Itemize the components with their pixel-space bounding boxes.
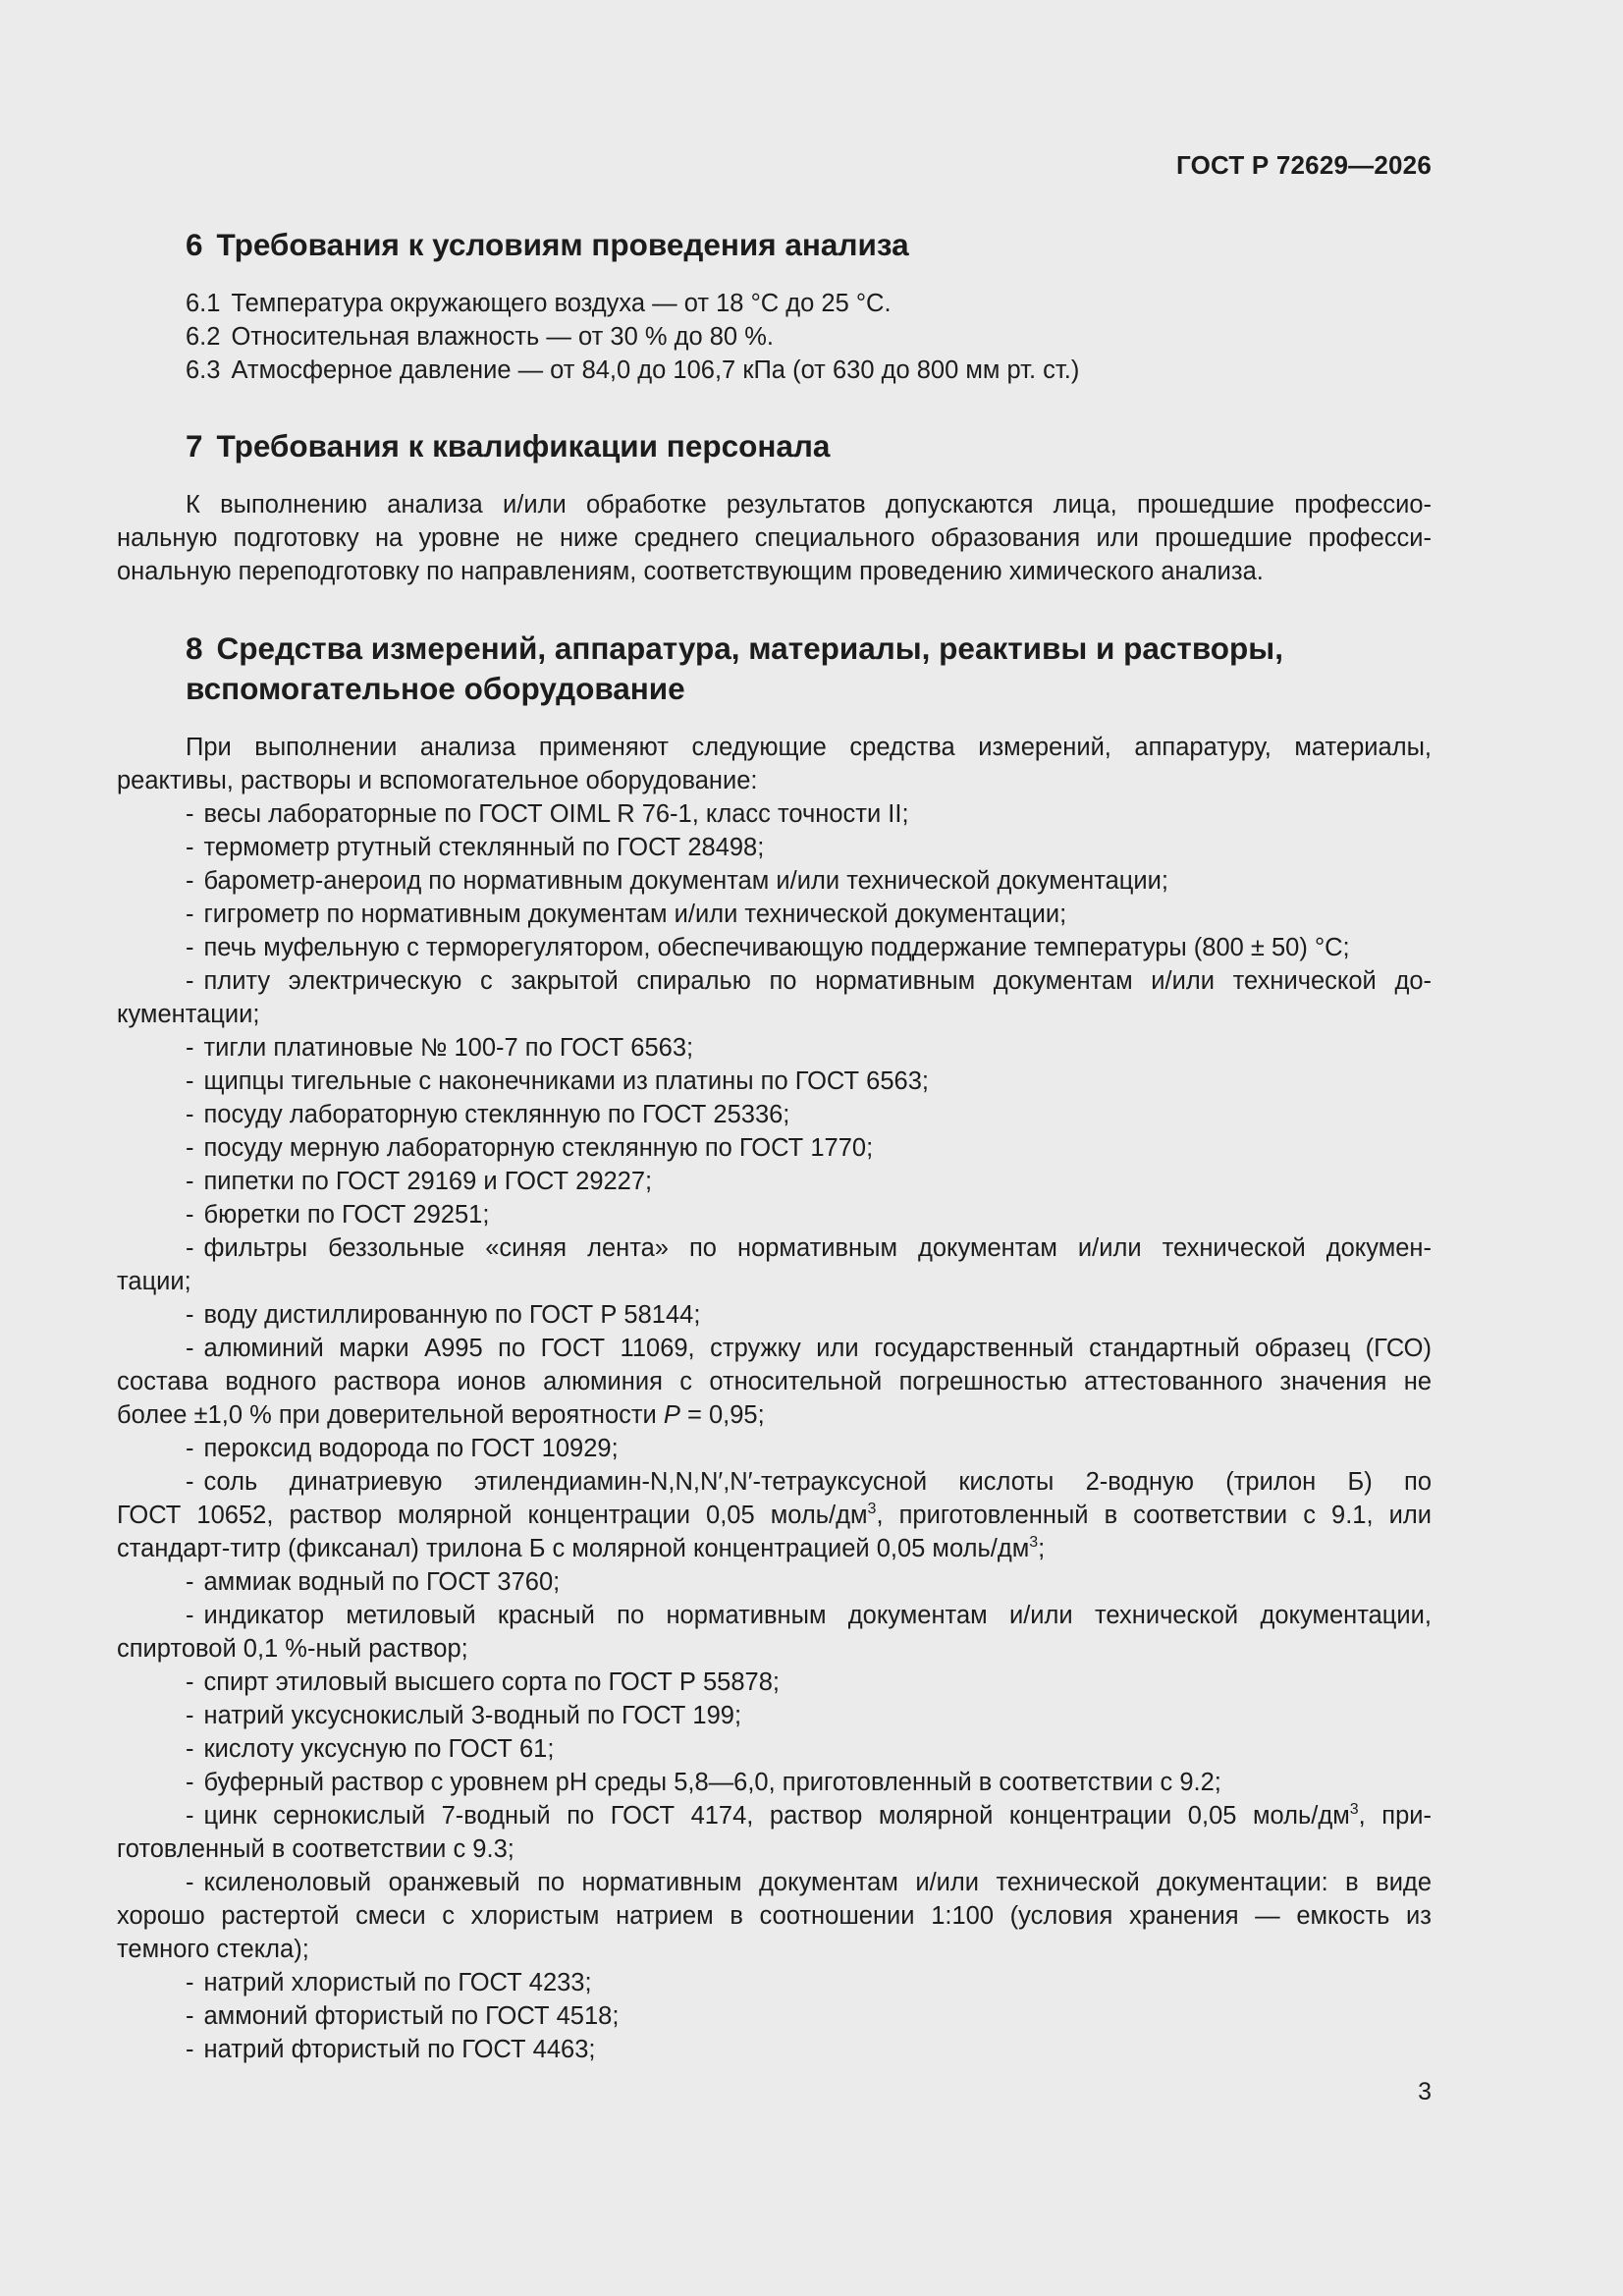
section-8-heading-cont [186, 668, 685, 709]
list-item: - пипетки по ГОСТ 29169 и ГОСТ 29227; [186, 1168, 653, 1195]
list-item: - барометр-анероид по нормативным документам и/или технической документации; [186, 867, 1168, 895]
list-item: - гигрометр по нормативным документам и/или технической документации; [186, 901, 1067, 928]
list-item: - натрий уксуснокислый 3-водный по ГОСТ 199; [186, 1702, 742, 1729]
section-6-number: 6 [186, 227, 203, 262]
list-item: - весы лабораторные по ГОСТ OIML R 76-1, класс точности II; [186, 800, 909, 828]
section-6-title: Требования к условиям проведения анализа [216, 227, 909, 262]
list-item: - посуду мерную лабораторную стеклянную по ГОСТ 1770; [186, 1134, 874, 1162]
list-item: - печь муфельную с терморегулятором, обеспечивающую поддержание температуры (800 ± 50) °С; [186, 934, 1350, 961]
list-item: - фильтры беззольные «синяя лента» по нормативным документам и/или технической докумен- тации; [117, 1234, 1432, 1295]
list-item: - пероксид водорода по ГОСТ 10929; [186, 1435, 619, 1462]
section-7-heading [186, 425, 830, 466]
list-item: - кислоту уксусную по ГОСТ 61; [186, 1735, 555, 1763]
section-8-number: 8 [186, 630, 203, 666]
list-item: - бюретки по ГОСТ 29251; [186, 1201, 490, 1229]
list-item: - соль динатриевую этилендиамин-N,N,N′,N′-тетрауксусной кислоты 2-водную (трилон Б) по ГОСТ 10652, раствор молярной концентрации 0,05 моль/$дм^3$, приготовленный в соответствии с 9.1, или стандарт-титр (фиксанал) трилона Б с молярной концентрацией 0,05 моль/$дм^3$; [117, 1468, 1432, 1562]
section-7-paragraph: К выполнению анализа и/или обработке результатов допускаются лица, прошедшие профессио- нальную подготовку на уровне не ниже среднего специального образования или прошедшие професси- ональную переподготовку по направлениям, соответствующим проведению химического анализа. [117, 491, 1432, 585]
list-item: - аммоний фтористый по ГОСТ 4518; [186, 2002, 620, 2030]
section-8-title-line1: Средства измерений, аппаратура, материалы, реактивы и растворы, [216, 630, 1283, 666]
section-7-number: 7 [186, 428, 203, 464]
list-item: - натрий фтористый по ГОСТ 4463; [186, 2036, 596, 2063]
list-item: - воду дистиллированную по ГОСТ Р 58144; [186, 1301, 701, 1329]
clause-6-2: 6.2 Относительная влажность — от 30 % до 80 %. [186, 323, 774, 351]
page-number: 3 [1418, 2078, 1432, 2105]
section-8-title-line2: вспомогательное оборудование [186, 671, 685, 706]
list-item: - посуду лабораторную стеклянную по ГОСТ 25336; [186, 1101, 790, 1128]
list-item: - плиту электрическую с закрытой спиралью по нормативным документам и/или технической до- кументации; [117, 967, 1432, 1028]
section-8-heading [186, 628, 1283, 669]
clause-6-1: 6.1 Температура окружающего воздуха — от 18 °С до 25 °С. [186, 290, 892, 317]
document-id-header: ГОСТ Р 72629—2026 [1176, 150, 1432, 180]
list-item: - алюминий марки А995 по ГОСТ 11069, стружку или государственный стандартный образец (ГСО) состава водного раствора ионов алюминия с относительной погрешностью аттестованного значения не более ±1,0 % при доверительной вероятности Р = 0,95; [117, 1335, 1432, 1429]
list-item: - буферный раствор с уровнем pH среды 5,8—6,0, приготовленный в соответствии с 9.2; [186, 1769, 1221, 1796]
list-item: - ксиленоловый оранжевый по нормативным документам и/или технической документации: в виде хорошо растертой смеси с хлористым натрием в соотношении 1:100 (условия хранения — емкость из темного стекла); [117, 1869, 1432, 1963]
list-item: - индикатор метиловый красный по нормативным документам и/или технической документации, спиртовой 0,1 %-ный раствор; [117, 1602, 1432, 1663]
list-item: - цинк сернокислый 7-водный по ГОСТ 4174, раствор молярной концентрации 0,05 моль/$дм^3$, при- готовленный в соответствии с 9.3; [117, 1801, 1432, 1863]
list-item: - тигли платиновые № 100-7 по ГОСТ 6563; [186, 1034, 694, 1062]
list-item: - щипцы тигельные с наконечниками из платины по ГОСТ 6563; [186, 1067, 929, 1095]
clause-6-3: 6.3 Атмосферное давление — от 84,0 до 106,7 кПа (от 630 до 800 мм рт. ст.) [186, 356, 1080, 384]
section-8-intro: При выполнении анализа применяют следующие средства измерений, аппаратуру, материалы, реактивы, растворы и вспомогательное оборудование: [117, 734, 1432, 794]
list-item: - спирт этиловый высшего сорта по ГОСТ Р 55878; [186, 1668, 780, 1696]
list-item: - термометр ртутный стеклянный по ГОСТ 28498; [186, 834, 765, 861]
section-7-title: Требования к квалификации персонала [216, 428, 831, 464]
list-item: - натрий хлористый по ГОСТ 4233; [186, 1969, 592, 1996]
list-item: - аммиак водный по ГОСТ 3760; [186, 1568, 561, 1596]
document-page [117, 0, 1432, 2296]
section-6-heading [186, 224, 909, 265]
